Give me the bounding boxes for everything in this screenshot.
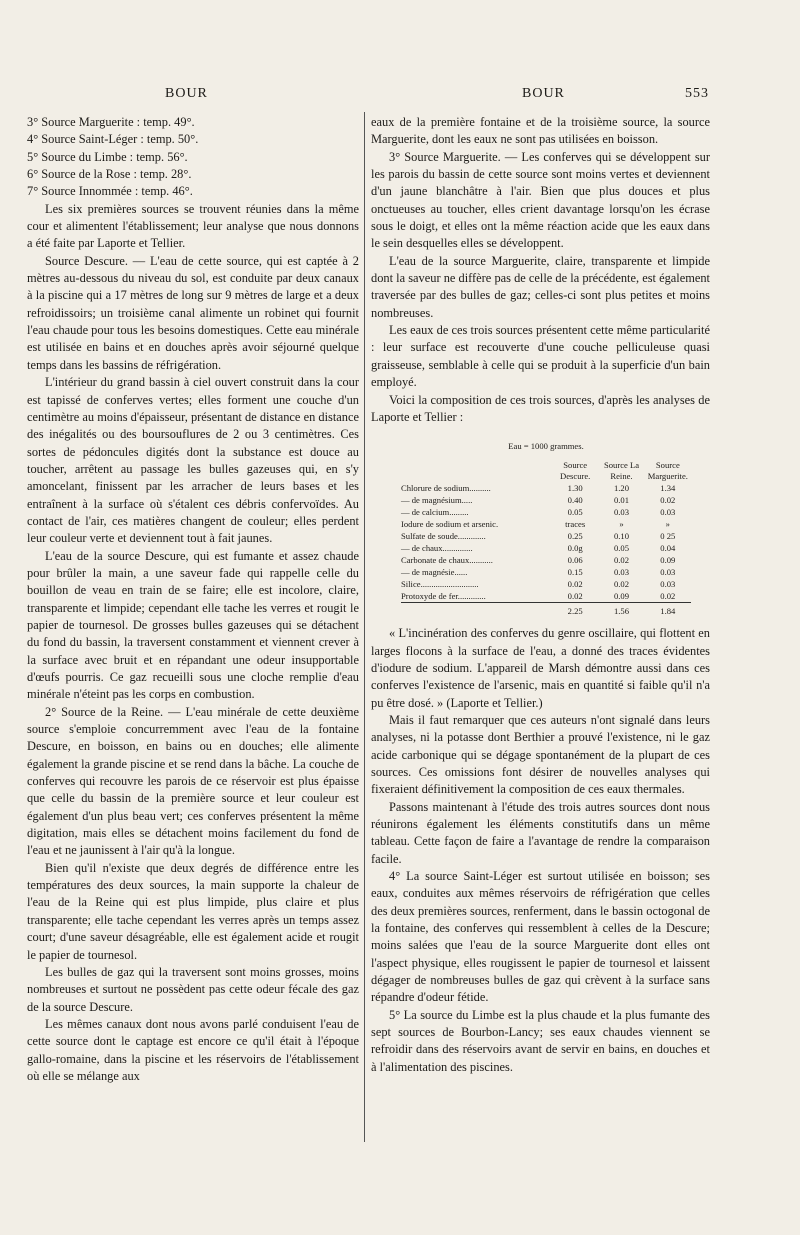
table-header: Source Descure.	[560, 460, 591, 482]
running-head-right: BOUR	[522, 86, 565, 101]
table-cell	[401, 603, 552, 618]
table-row	[401, 590, 691, 603]
table-cell: 0.02	[613, 579, 630, 590]
table-row	[401, 518, 691, 530]
paragraph: 2° Source de la Reine. — L'eau minérale de cette deuxième source s'emploie concurremment avec l'eau de la fontaine Descure, en boisson, en bains ou en douches; elle alimente également la grande piscine et se rend dans la bâche. La couche de conferves qui recouvre les parois de ce réservoir est plus épaisse que celle du bassin de la première source et leur couleur est également d'un plus beau vert; ces conferves présentent la même digitation, mais elles se détachent moins facilement du fond de l'eau et ne jaunissent à l'air qu'à la longue.	[27, 704, 359, 858]
paragraph: Les bulles de gaz qui la traversent sont moins grosses, moins nombreuses et surtout ne possèdent pas cette odeur fécale des gaz de la source Descure.	[27, 964, 359, 1014]
paragraph: Les mêmes canaux dont nous avons parlé conduisent l'eau de cette source dont le captage est encore ce qu'il était à l'époque gallo-romaine, dans la piscine et les réservoirs de l'établissement où elle se mélange aux	[27, 1016, 359, 1083]
paragraph: Passons maintenant à l'étude des trois autres sources dont nous réunirons également les éléments constitutifs dans un même tableau. Cette façon de faire a l'avantage de rendre la comparaison facile.	[371, 799, 710, 866]
paragraph: L'eau de la source Descure, qui est fumante et assez chaude pour brûler la main, a une saveur fade qui rappelle celle du bouillon de veau en train de se faire; elle est incolore, claire, transparente et limpide; cependant elle tache les verres et rougit le papier de tournesol. De grosses bulles gazeuses qui se détachent du fond du bassin, la traversent constamment et viennent crever à la surface avec bruit et en répandant une odeur insupportable d'œufs pourris. Ce gaz recueilli sous une cloche remplie d'eau minérale n'éteint pas les corps en combustion.	[27, 548, 359, 702]
source-list-item: 6° Source de la Rose : temp. 28°.	[27, 167, 192, 182]
right-column	[371, 114, 710, 1076]
table-cell: 0.0g	[567, 543, 583, 554]
source-list-item: 4° Source Saint-Léger : temp. 50°.	[27, 132, 199, 147]
table-cell: Silice...........................	[401, 579, 479, 590]
table-cell: 0.04	[660, 543, 676, 554]
table-cell: Chlorure de sodium..........	[401, 483, 491, 494]
table-row	[401, 482, 691, 494]
paragraph: eaux de la première fontaine et de la troisième source, la source Marguerite, dont les eaux ne sont pas utilisées en boisson.	[371, 115, 710, 147]
table-row	[401, 566, 691, 578]
table-cell: 0.15	[567, 567, 583, 578]
table-cell: Sulfate de soude.............	[401, 531, 486, 542]
paragraph: 3° Source Marguerite. — Les conferves qui se développent sur les parois du bassin de cette source sont moins vertes et deviennent d'un jaune blanchâtre à l'air. Bien que plus douces et plus onctueuses au toucher, elles crient davantage lorsqu'on les écrase sous le doigt, et elles ont la même réaction acide que les eaux dans le sein desquelles elles se développent.	[371, 149, 710, 251]
table-cell: 0.10	[613, 531, 630, 542]
table-cell: — de chaux..............	[401, 543, 473, 554]
table-cell: Iodure de sodium et arsenic.	[401, 519, 499, 530]
table-cell: 0.09	[613, 591, 630, 602]
table-cell: 1.56	[598, 603, 644, 618]
source-list-item: 7° Source Innommée : temp. 46°.	[27, 184, 193, 199]
table-cell: Carbonate de chaux...........	[401, 555, 493, 566]
table-cell: — de magnésie......	[401, 567, 468, 578]
table-cell: traces	[565, 519, 586, 530]
table-cell: 0.06	[567, 555, 583, 566]
table-cell: 0.40	[567, 495, 583, 506]
table-cell: 0.02	[567, 591, 583, 602]
table-cell: 2.25	[552, 603, 598, 618]
table-cell: 0.02	[660, 495, 676, 506]
table-cell: 1.30	[567, 483, 583, 494]
table-row	[401, 542, 691, 554]
table-header-row	[401, 460, 691, 482]
table-cell: 0.25	[567, 531, 583, 542]
table-cell: 0.03	[660, 567, 676, 578]
table-cell: 0.02	[660, 591, 676, 602]
table-cell: 1.20	[613, 483, 630, 494]
table-cell: »	[665, 519, 670, 530]
table-cell: 0.02	[613, 555, 630, 566]
table-row	[401, 494, 691, 506]
table-row	[401, 578, 691, 590]
table-cell: 1.84	[645, 603, 691, 618]
table-cell: 0.01	[613, 495, 630, 506]
table-total-row	[401, 603, 691, 618]
paragraph: Mais il faut remarquer que ces auteurs n'ont signalé dans leurs analyses, ni la potasse dont Berthier a prouvé l'existence, ni le gaz acide carbonique qui se dégage spontanément de la plupart de ces sources. Ces omissions font désirer de nouvelles analyses qui fixeraient définitivement la composition de ces eaux thermales.	[371, 712, 710, 797]
paragraph: 5° La source du Limbe est la plus chaude et la plus fumante des sept sources de Bourbon-Lancy; ses eaux chaudes viennent se refroidir dans des réservoirs avant de servir en bains, en douches et à l'alimentation des piscines.	[371, 1007, 710, 1074]
table-cell: 0.03	[613, 507, 630, 518]
table-cell: 0.03	[660, 507, 676, 518]
paragraph: L'eau de la source Marguerite, claire, transparente et limpide dont la saveur ne diffère pas de celle de la précédente, est également traversée par des bulles de gaz; celles-ci sont plus petites et moins nombreuses.	[371, 253, 710, 320]
table-cell: 0.03	[613, 567, 630, 578]
table-cell: 0.02	[567, 579, 583, 590]
table-cell: — de calcium.........	[401, 507, 469, 518]
table-cell: 1.34	[660, 483, 676, 494]
table-cell: 0.09	[660, 555, 676, 566]
table-title: Eau = 1000 grammes.	[508, 441, 584, 452]
paragraph: Les six premières sources se trouvent réunies dans la même cour et alimentent l'établissement; leur analyse que nous donnons a été faite par Laporte et Tellier.	[27, 201, 359, 251]
paragraph: « L'incinération des conferves du genre oscillaire, qui flottent en larges flocons à la surface de l'eau, a donné des traces évidentes d'iodure de sodium. L'appareil de Marsh démontre aussi dans ces conferves l'existence de l'arsenic, mais en quantité si faible qu'il n'a pu être dosé. » (Laporte et Tellier.)	[371, 626, 710, 710]
table-row	[401, 506, 691, 518]
composition-table	[401, 440, 691, 617]
table-cell: 0.05	[613, 543, 630, 554]
left-column	[27, 114, 359, 1085]
table-cell: 0.03	[660, 579, 676, 590]
table-row	[401, 554, 691, 566]
source-list-item: 3° Source Marguerite : temp. 49°.	[27, 115, 195, 129]
column-rule	[364, 112, 365, 1142]
paragraph: Voici la composition de ces trois sources, d'après les analyses de Laporte et Tellier :	[371, 392, 710, 424]
running-head-left: BOUR	[165, 86, 208, 101]
paragraph: Les eaux de ces trois sources présentent cette même particularité : leur surface est recouverte d'une couche pelliculeuse quasi graisseuse, semblable à celle qui se produit à la superficie d'un bain employé.	[371, 323, 710, 390]
paragraph: 4° La source Saint-Léger est surtout utilisée en boisson; ses eaux, conduites aux mêmes réservoirs de réfrigération que celles des deux premières sources, renferment, dans le bassin octogonal de la fontaine, des conferves qui ressemblent à celles de la Descure; moins salées que l'eau de la source Marguerite dont elles ont l'aspect physique, elles rougissent le papier de tournesol et laissent dégager de nombreuses bulles de gaz qui crèvent à la surface sans répandre d'odeur fétide.	[371, 869, 710, 1005]
table-cell: 0.05	[567, 507, 583, 518]
analysis-table	[401, 460, 691, 617]
paragraph: Source Descure. — L'eau de cette source, qui est captée à 2 mètres au-dessous du niveau du sol, est conduite par deux canaux à la piscine qui a 17 mètres de long sur 9 mètres de large et a deux refroidissoirs; un troisième canal alimente un robinet qui fournit l'eau chaude pour tous les besoins domestiques. Cette eau minérale est utilisée en bains et en douches après avoir séjourné quelque temps dans les bassins de réfrigération.	[27, 253, 359, 372]
table-row	[401, 530, 691, 542]
source-list-item: 5° Source du Limbe : temp. 56°.	[27, 149, 188, 164]
table-cell: — de magnésium.....	[401, 495, 473, 506]
table-header: Source La Reine.	[603, 460, 640, 482]
table-cell: Protoxyde de fer.............	[401, 591, 486, 602]
table-header	[401, 460, 552, 482]
table-cell: 0 25	[660, 531, 676, 542]
page-number: 553	[685, 86, 709, 101]
paragraph: L'intérieur du grand bassin à ciel ouvert construit dans la cour est tapissé de conferves vertes; elles forment une couche d'un centimètre au moins d'épaisseur, présentant de distance en distance des inégalités ou des boursouflures de 2 ou 3 centimètres. Ces sortes de pédoncules digités dont la substance est douce au toucher, arrêtent au passage les bulles gazeuses qui, en s'y amoncelant, finissent par les arracher de leurs bases et les entraînent à la surface où s'étalent ces débris confervoïdes. Au contact de l'air, ces matières changent de couleur; elles perdent leur couleur verte et deviennent tout à fait jaunes.	[27, 375, 359, 546]
table-header: Source Marguerite.	[647, 460, 688, 482]
paragraph: Bien qu'il n'existe que deux degrés de différence entre les températures des deux sources, la main supporte la chaleur de l'eau de la Reine qui est plus limpide, plus claire et plus transparente; elle tache cependant les verres après un temps assez court; d'une saveur désagréable, elle est également acide et rougit le papier de tournesol.	[27, 860, 359, 962]
table-cell: »	[619, 519, 624, 530]
